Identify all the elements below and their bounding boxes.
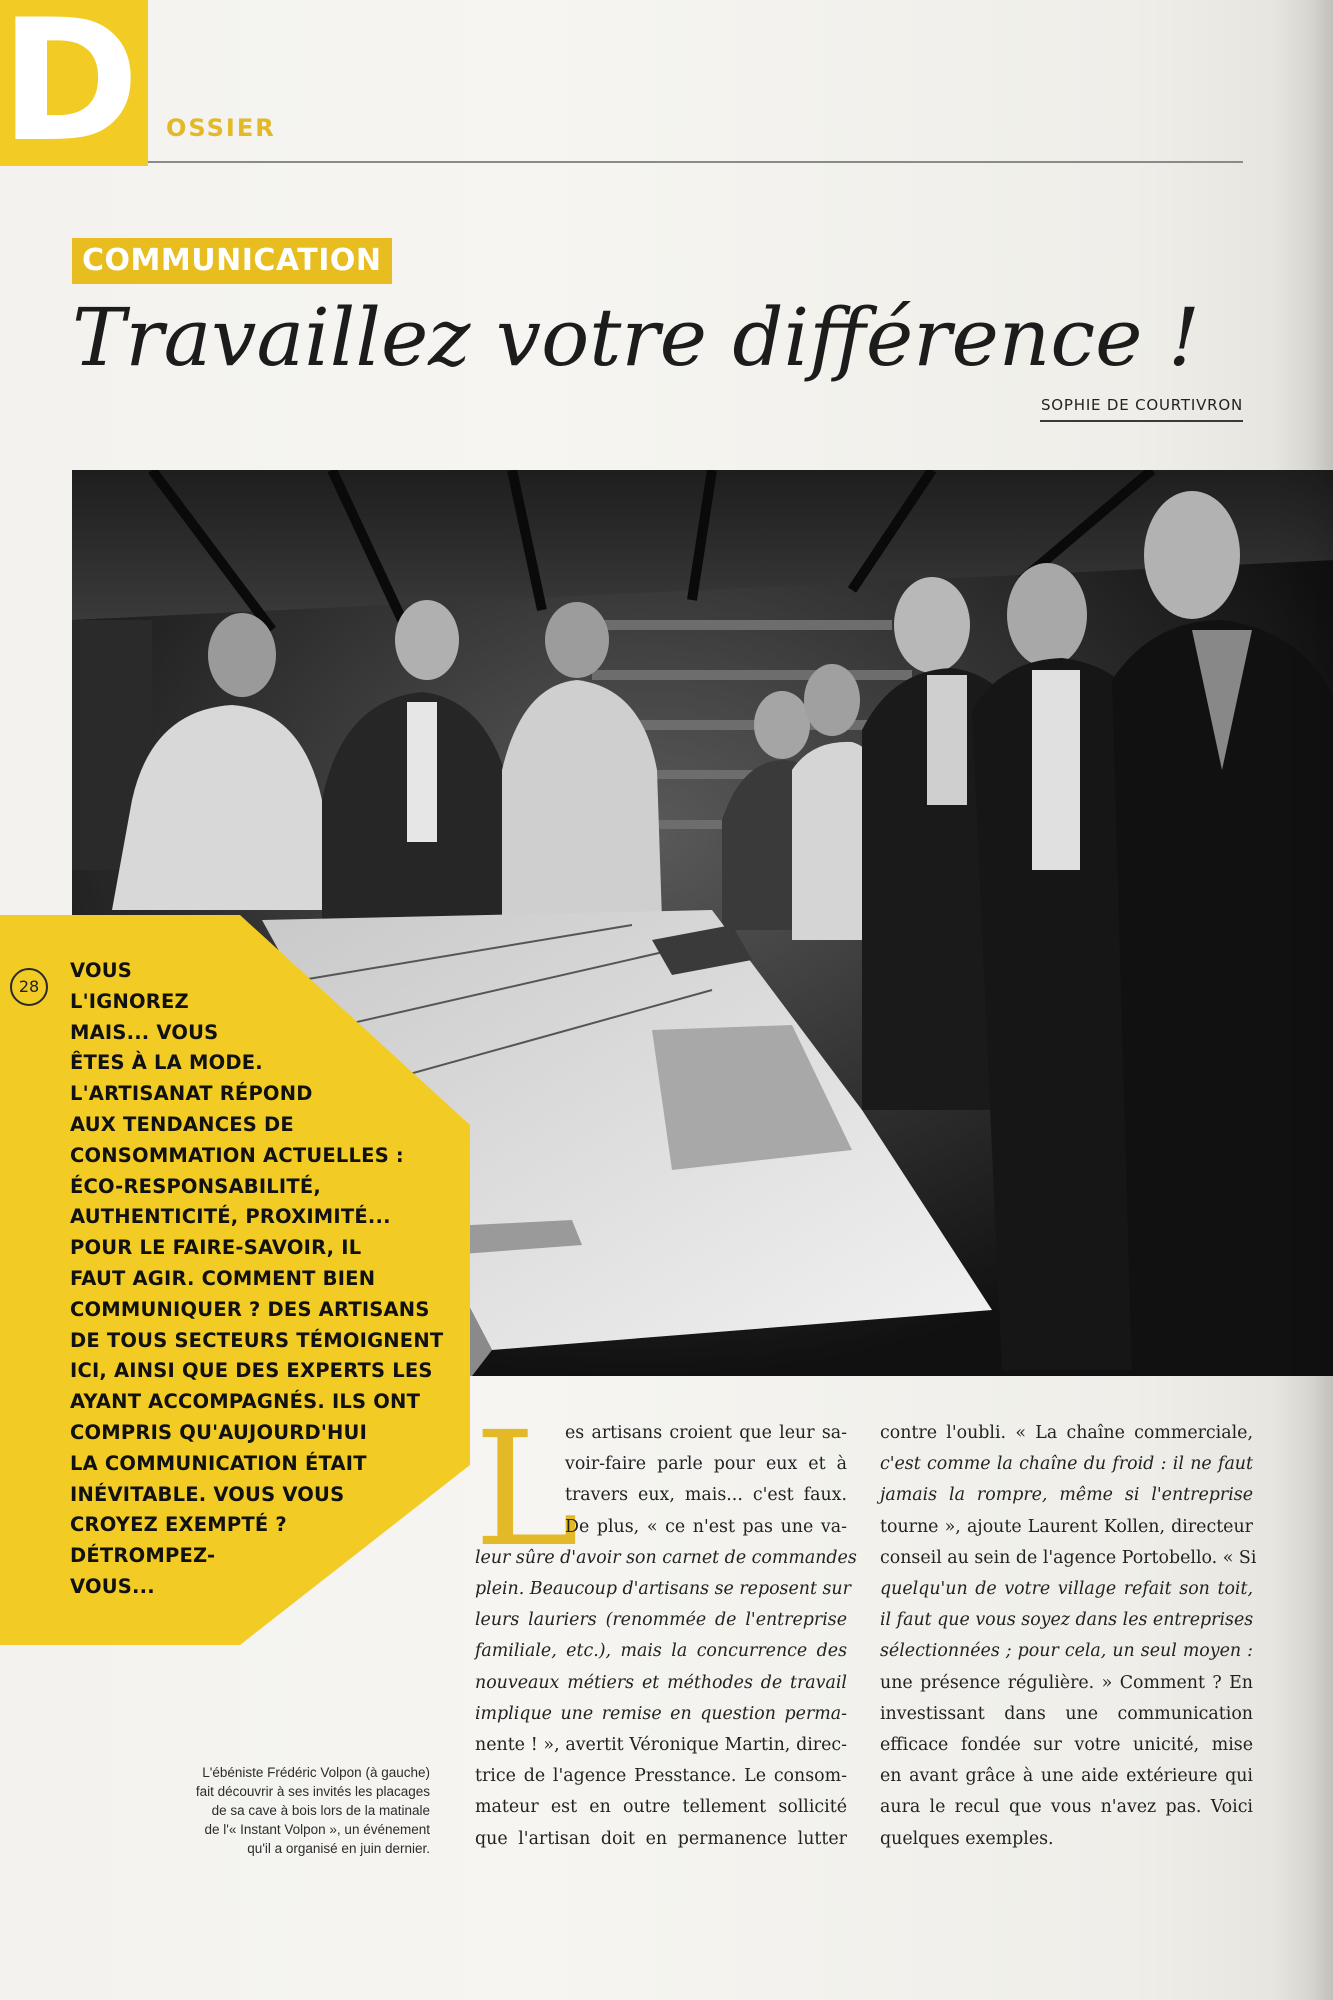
body-line: sélectionnées ; pour cela, un seul moyen : [880,1641,1253,1662]
lede-line: INÉVITABLE. VOUS VOUS [70,1482,345,1506]
page-spine-shadow [1273,0,1333,2000]
article-tag: COMMUNICATION [72,238,392,284]
lede-line: VOUS... [70,1574,155,1598]
body-line: efficace fondée sur votre unicité, mise [880,1735,1253,1756]
lede-line: ÊTES À LA MODE. [70,1051,263,1075]
body-line: leur sûre d'avoir son carnet de commandes [475,1547,857,1568]
lede-line: COMPRIS QU'AUJOURD'HUI [70,1420,368,1444]
body-line: travers eux, mais... c'est faux. [565,1485,847,1506]
lede-line: DÉTROMPEZ- [70,1544,216,1568]
body-line: tourne », ajoute Laurent Kollen, directeur [880,1516,1253,1537]
caption-line: de l'« Instant Volpon », un événement [204,1822,430,1837]
body-line: familiale, etc.), mais la concurrence des [475,1641,847,1662]
body-line: voir-faire parle pour eux et à [565,1454,847,1475]
lede-line: POUR LE FAIRE-SAVOIR, IL [70,1236,362,1260]
body-column-1 [474,1398,857,1855]
lede-line: CROYEZ EXEMPTÉ ? [70,1513,287,1537]
body-column-2 [880,1418,1257,1855]
body-line: il faut que vous soyez dans les entreprises [880,1610,1254,1631]
body-line: jamais la rompre, même si l'entreprise [880,1485,1253,1506]
lede-line: ICI, AINSI QUE DES EXPERTS LES [70,1359,433,1383]
lede-line: AUTHENTICITÉ, PROXIMITÉ... [70,1205,391,1229]
header-rule [148,161,1243,163]
body-line: conseil au sein de l'agence Portobello. « Si [880,1547,1257,1568]
lede-line: COMMUNIQUER ? DES ARTISANS [70,1297,430,1321]
body-line: quelques exemples. [880,1828,1054,1849]
caption-line: de sa cave à bois lors de la matinale [211,1803,430,1818]
article-title: Travaillez votre différence ! [72,291,1201,384]
photo-caption [150,1763,430,1858]
lede-line: CONSOMMATION ACTUELLES : [70,1143,404,1167]
lede-line: VOUS [70,959,133,982]
body-line: De plus, « ce n'est pas une va- [565,1516,847,1537]
body-line: quelqu'un de votre village refait son toit, [880,1579,1253,1600]
body-line: en avant grâce à une aide extérieure qui [880,1766,1253,1787]
body-line: plein. Beaucoup d'artisans se reposent sur [475,1579,851,1600]
section-dropcap-letter: D [0,0,140,179]
lede-line: FAUT AGIR. COMMENT BIEN [70,1266,376,1290]
body-drop-letter: L [474,1398,579,1582]
body-line: implique une remise en question perma- [475,1703,847,1724]
caption-line: fait découvrir à ses invités les placages [195,1784,430,1799]
body-line: mateur est en outre tellement sollicité [475,1797,847,1818]
lede-line: LA COMMUNICATION ÉTAIT [70,1451,367,1475]
lede-line: ÉCO-RESPONSABILITÉ, [70,1174,321,1198]
lede-line: L'IGNOREZ [70,989,189,1013]
caption-line: qu'il a organisé en juin dernier. [247,1841,430,1856]
article-byline: SOPHIE DE COURTIVRON [1040,396,1243,414]
body-line: leurs lauriers (renommée de l'entreprise [475,1610,847,1631]
lede-line: DE TOUS SECTEURS TÉMOIGNENT [70,1328,444,1352]
body-line: es artisans croient que leur sa- [565,1423,847,1443]
lede-line: MAIS... VOUS [70,1020,219,1044]
body-line: investissant dans une communication [880,1703,1253,1724]
body-line: nente ! », avertit Véronique Martin, direc- [475,1735,847,1756]
body-line: aura le recul que vous n'avez pas. Voici [880,1797,1253,1818]
lede-line: AUX TENDANCES DE [70,1112,294,1136]
body-line: contre l'oubli. « La chaîne commerciale, [880,1423,1253,1443]
body-line: c'est comme la chaîne du froid : il ne faut [880,1454,1253,1475]
byline-rule [1040,420,1243,422]
caption-line: L'ébéniste Frédéric Volpon (à gauche) [202,1765,430,1780]
body-line: une présence régulière. » Comment ? En [880,1672,1253,1693]
section-dropcap-block [0,0,148,179]
lede-line: L'ARTISANAT RÉPOND [70,1082,313,1106]
body-line: que l'artisan doit en permanence lutter [475,1828,847,1849]
section-label: OSSIER [166,114,276,142]
lede-line: AYANT ACCOMPAGNÉS. ILS ONT [70,1390,421,1414]
body-line: nouveaux métiers et méthodes de travail [475,1672,847,1693]
body-line: trice de l'agence Presstance. Le consom- [475,1766,847,1787]
lede-text [70,956,450,1603]
page-number: 28 [10,968,48,1006]
